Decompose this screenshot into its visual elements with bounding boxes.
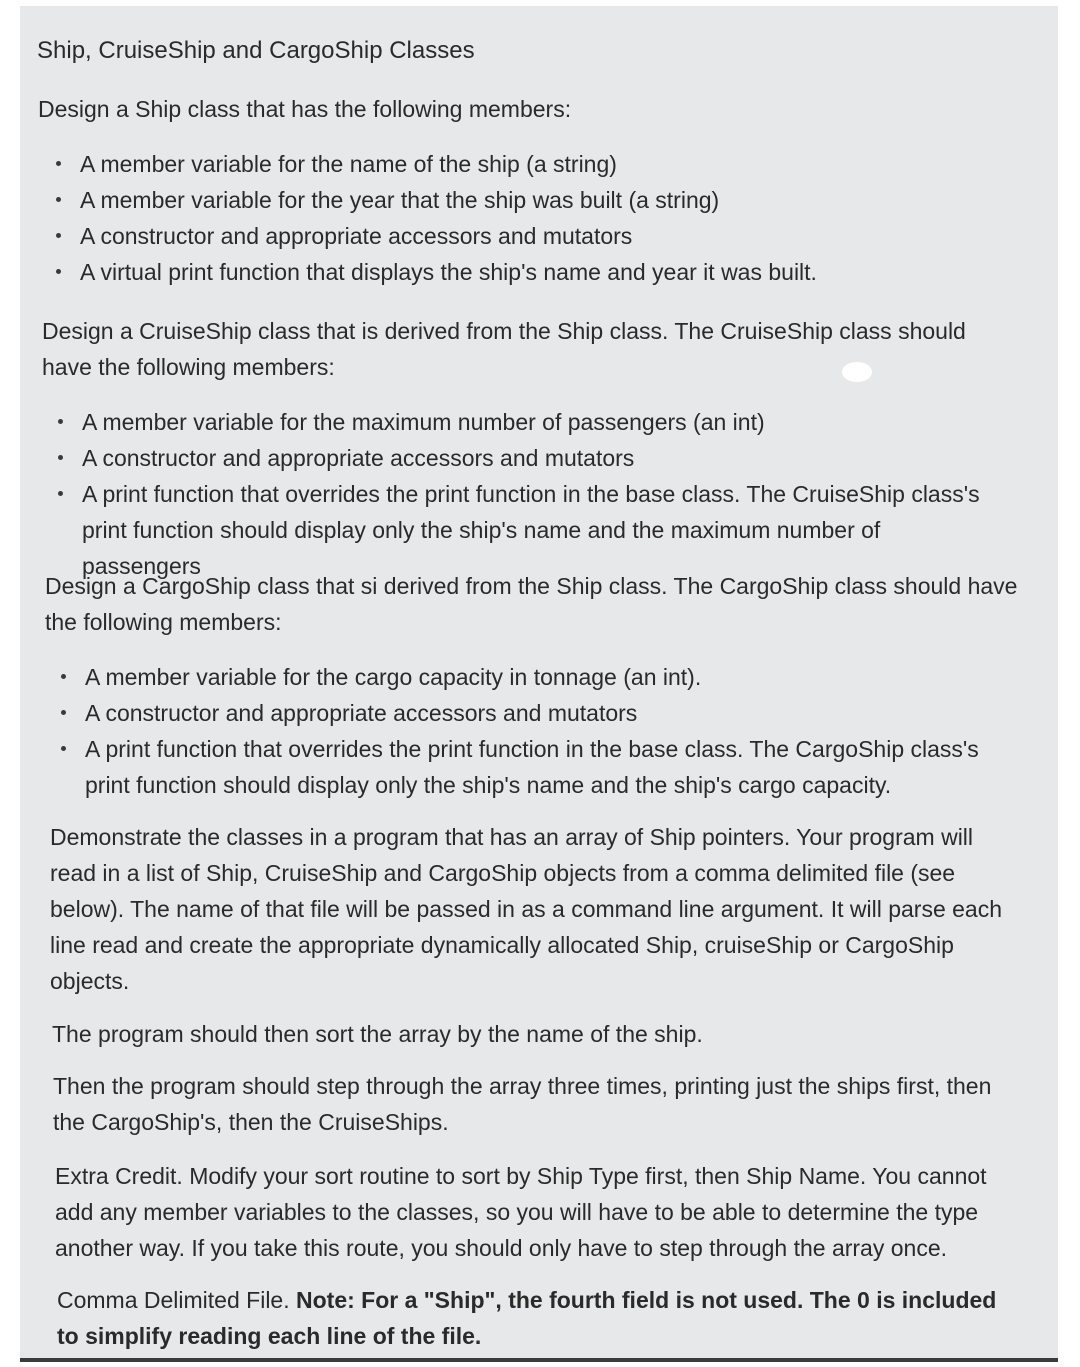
list-item: A member variable for the cargo capacity in tonnage (an int). (45, 659, 1005, 695)
sort-paragraph: The program should then sort the array by the name of the ship. (52, 1021, 703, 1047)
ship-intro: Design a Ship class that has the following members: (38, 96, 572, 122)
comma-file-label: Comma Delimited File. (57, 1287, 290, 1313)
list-item: A constructor and appropriate accessors and mutators (40, 218, 1000, 254)
page-title: Ship, CruiseShip and CargoShip Classes (37, 37, 475, 64)
list-item: A print function that overrides the print function in the base class. The CruiseShip class's print function should display only the ship's name and the maximum number of passengers (42, 476, 1002, 584)
page-bottom-edge (20, 1358, 1058, 1362)
list-item: A member variable for the year that the ship was built (a string) (40, 182, 1000, 218)
list-item: A member variable for the name of the ship (a string) (40, 146, 1000, 182)
list-item: A print function that overrides the print function in the base class. The CargoShip class's print function should display only the ship's name and the ship's cargo capacity. (45, 731, 1005, 803)
list-item: A virtual print function that displays the ship's name and year it was built. (40, 254, 1000, 290)
cargo-members-list (45, 659, 1005, 803)
extra-credit-paragraph: Extra Credit. Modify your sort routine to sort by Ship Type first, then Ship Name. You cannot add any member variables to the classes, so you will have to be able to determine the type another way. If you take this route, you should only have to step through the array once. (55, 1163, 987, 1261)
demonstrate-paragraph: Demonstrate the classes in a program that has an array of Ship pointers. Your program will read in a list of Ship, CruiseShip and CargoShip objects from a comma delimited file (see below). The name of that file will be passed in as a command line argument. It will parse each line read and create the appropriate dynamically allocated Ship, cruiseShip or CargoShip objects. (50, 824, 1003, 994)
glare-spot (842, 362, 872, 382)
assignment-page (20, 6, 1058, 1362)
list-item: A constructor and appropriate accessors and mutators (42, 440, 1002, 476)
list-item: A constructor and appropriate accessors and mutators (45, 695, 1005, 731)
ship-members-list (40, 146, 1000, 290)
comma-delimited-paragraph (57, 1282, 1017, 1354)
list-item: A member variable for the maximum number of passengers (an int) (42, 404, 1002, 440)
comma-file-note: Note: For a "Ship", the fourth field is not used. The 0 is included to simplify reading each line of the file. (57, 1287, 997, 1349)
cruise-members-list (42, 404, 1002, 584)
cruise-intro: Design a CruiseShip class that is derived from the Ship class. The CruiseShip class should have the following members: (42, 318, 966, 380)
cargo-intro: Design a CargoShip class that si derived from the Ship class. The CargoShip class should have the following members: (45, 573, 1018, 635)
step-paragraph: Then the program should step through the array three times, printing just the ships first, then the CargoShip's, then the CruiseShips. (53, 1073, 992, 1135)
